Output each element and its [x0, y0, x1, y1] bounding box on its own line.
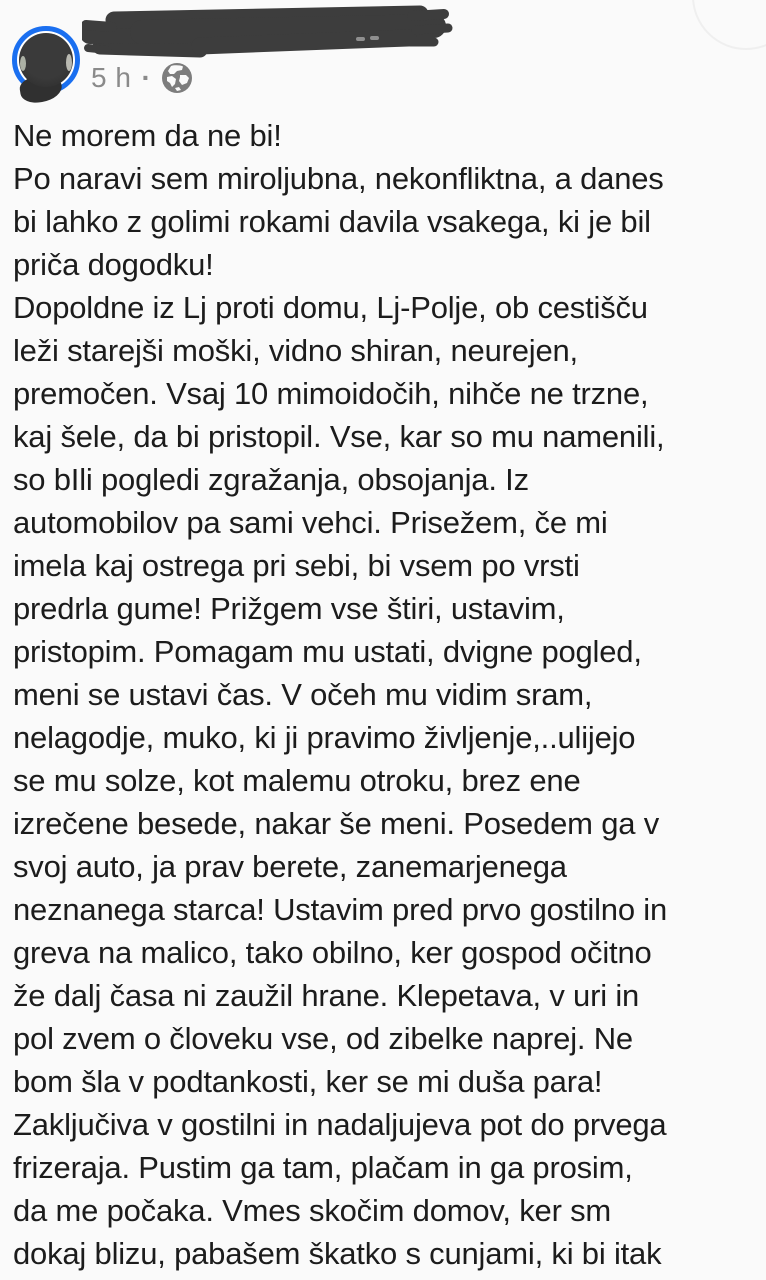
avatar-photo-remnant: [66, 54, 72, 71]
post-text-line: so bIli pogledi zgražanja, obsojanja. Iz: [13, 462, 529, 497]
timestamp[interactable]: 5 h: [91, 62, 132, 93]
globe-icon: [161, 62, 193, 94]
redacted-name[interactable]: [82, 3, 454, 61]
post-text-line: pristopim. Pomagam mu ustati, dvigne pogled,: [13, 634, 642, 669]
post-text-line: Zaključiva v gostilni in nadaljujeva pot do prvega: [13, 1107, 667, 1142]
post-text-line: bi lahko z golimi rokami davila vsakega, ki je bil: [13, 204, 651, 239]
post-text-line: Ne morem da ne bi!: [13, 118, 282, 153]
post-text-line: leži starejši moški, vidno shiran, neurejen,: [13, 333, 578, 368]
post-text-line: Po naravi sem miroljubna, nekonfliktna, a danes: [13, 161, 664, 196]
post-text-line: neznanega starca! Ustavim pred prvo gostilno in: [13, 892, 668, 927]
corner-artifact: [692, 0, 766, 50]
post-body: [13, 114, 766, 1275]
post-text-line: priča dogodku!: [13, 247, 214, 282]
post-text-line: automobilov pa sami vehci. Prisežem, če mi: [13, 505, 608, 540]
post-text-line: svoj auto, ja prav berete, zanemarjenega: [13, 849, 567, 884]
scribble-gap-dot: [356, 37, 365, 41]
post-meta: [91, 59, 193, 97]
post-text-line: dokaj blizu, pabašem škatko s cunjami, ki bi itak: [13, 1236, 662, 1271]
post-text-line: Dopoldne iz Lj proti domu, Lj-Polje, ob cestišču: [13, 290, 648, 325]
post-text-line: imela kaj ostrega pri sebi, bi vsem po vrsti: [13, 548, 580, 583]
redacted-face: [19, 33, 73, 87]
avatar-photo-remnant: [20, 56, 26, 71]
post-text-line: frizeraja. Pustim ga tam, plačam in ga prosim,: [13, 1150, 633, 1185]
post-text-line: nelagodje, muko, ki ji pravimo življenje,..ulijejo: [13, 720, 636, 755]
post-text-line: meni se ustavi čas. V očeh mu vidim sram,: [13, 677, 593, 712]
post-text-line: že dalj časa ni zaužil hrane. Klepetava, v uri in: [13, 978, 640, 1013]
meta-separator: ·: [141, 62, 152, 93]
post-text-line: greva na malico, tako obilno, ker gospod očitno: [13, 935, 652, 970]
post-header: [0, 0, 766, 116]
post-text-line: predrla gume! Prižgem vse štiri, ustavim,: [13, 591, 565, 626]
avatar[interactable]: [12, 26, 80, 94]
scribble-gap-dot: [370, 36, 379, 40]
post-text-line: pol zvem o človeku vse, od zibelke naprej. Ne: [13, 1021, 633, 1056]
post-text-line: kaj šele, da bi pristopil. Vse, kar so mu namenili,: [13, 419, 665, 454]
post-text-line: da me počaka. Vmes skočim domov, ker sm: [13, 1193, 612, 1228]
post-text-line: izrečene besede, nakar še meni. Posedem ga v: [13, 806, 660, 841]
post-text-line: bom šla v podtankosti, ker se mi duša para!: [13, 1064, 603, 1099]
post-text-line: se mu solze, kot malemu otroku, brez ene: [13, 763, 581, 798]
post-text-line: premočen. Vsaj 10 mimoidočih, nihče ne trzne,: [13, 376, 649, 411]
